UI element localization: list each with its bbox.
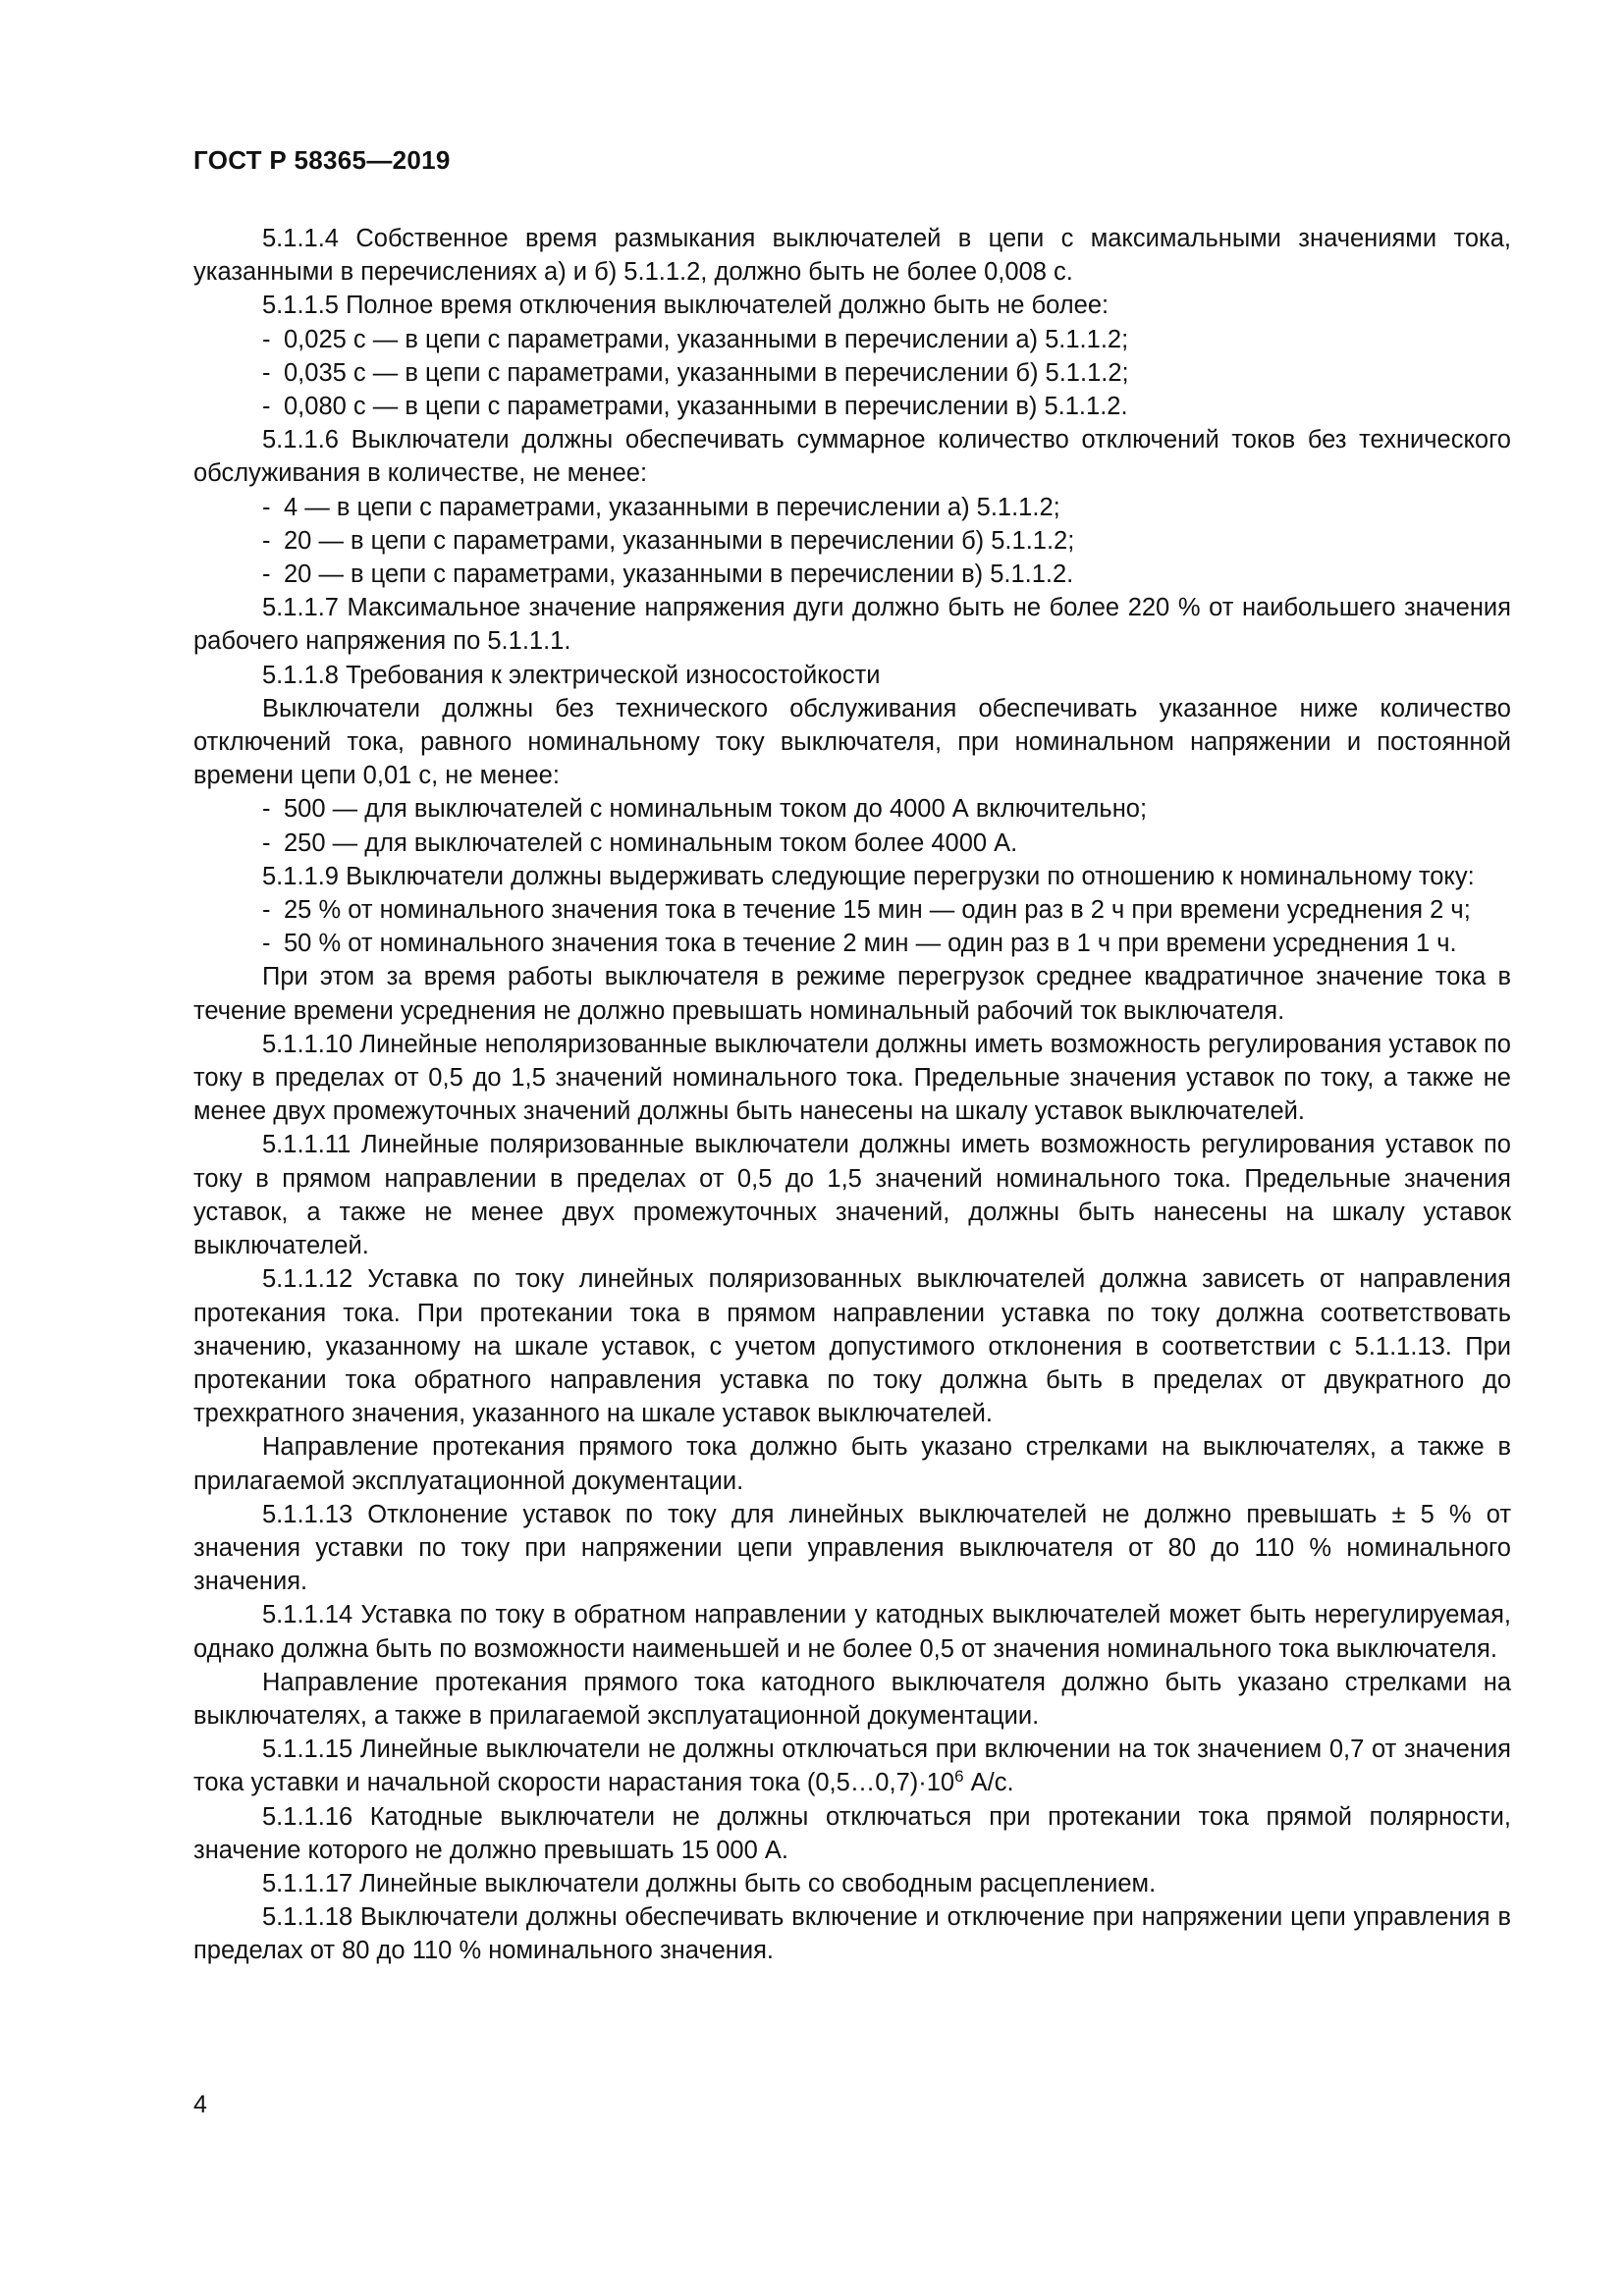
- list-dash: -: [262, 325, 271, 353]
- list-dash: -: [262, 493, 271, 521]
- list-item: - 0,080 с — в цепи с параметрами, указанными в перечислении в) 5.1.1.2.: [193, 390, 1511, 423]
- clause-5-1-1-7: 5.1.1.7 Максимальное значение напряжения дуги должно быть не более 220 % от наибольшего значения рабочего напряжения по 5.1.1.1.: [193, 594, 1511, 656]
- list-item: - 25 % от номинального значения тока в течение 15 мин — один раз в 2 ч при времени усреднения 2 ч;: [193, 893, 1511, 927]
- document-body: [193, 222, 1511, 1968]
- list-item: - 20 — в цепи с параметрами, указанными в перечислении в) 5.1.1.2.: [193, 558, 1511, 591]
- clause-5-1-1-6: 5.1.1.6 Выключатели должны обеспечивать суммарное количество отключений токов без технического обслуживания в количестве, не менее:: [193, 426, 1511, 488]
- list-dash: -: [262, 930, 271, 958]
- page-number: 4: [193, 2091, 207, 2118]
- clause-5-1-1-12: 5.1.1.12 Уставка по току линейных поляризованных выключателей должна зависеть от направления протекания тока. При протекании тока в прямом направлении уставка по току должна соответствовать значению, указанному на шкале уставок, с учетом допустимого отклонения в соответствии с 5.1.1.13. При протекании тока обратного направления уставка по току должна быть в пределах от двукратного до трехкратного значения, указанного на шкале уставок выключателей.: [193, 1265, 1511, 1428]
- clause-5-1-1-14: 5.1.1.14 Уставка по току в обратном направлении у катодных выключателей может быть нерегулируемая, однако должна быть по возможности наименьшей и не более 0,5 от значения номинального тока выключателя.: [193, 1601, 1511, 1663]
- list-dash: -: [262, 896, 271, 925]
- list-dash: -: [262, 828, 271, 857]
- list-item: - 0,035 с — в цепи с параметрами, указанными в перечислении б) 5.1.1.2;: [193, 356, 1511, 390]
- clause-5-1-1-13: 5.1.1.13 Отклонение уставок по току для линейных выключателей не должно превышать ± 5 % от значения уставки по току при напряжении цепи управления выключателя от 80 до 110 % номинального значения.: [193, 1500, 1511, 1596]
- document-header-code: ГОСТ Р 58365—2019: [193, 145, 451, 175]
- clause-5-1-1-9: 5.1.1.9 Выключатели должны выдерживать следующие перегрузки по отношению к номинальному току:: [262, 862, 1475, 890]
- clause-5-1-1-18: 5.1.1.18 Выключатели должны обеспечивать включение и отключение при напряжении цепи управления в пределах от 80 до 110 % номинального значения.: [193, 1903, 1511, 1965]
- clause-5-1-1-12-text: Направление протекания прямого тока должно быть указано стрелками на выключателях, а также в прилагаемой эксплуатационной документации.: [193, 1433, 1511, 1495]
- clause-5-1-1-16: 5.1.1.16 Катодные выключатели не должны отключаться при протекании тока прямой полярности, значение которого не должно превышать 15 000 А.: [193, 1802, 1511, 1864]
- list-dash: -: [262, 561, 271, 589]
- list-dash: -: [262, 358, 271, 387]
- clause-5-1-1-8-text: Выключатели должны без технического обслуживания обеспечивать указанное ниже количество отключений тока, равного номинальному току выключателя, при номинальном напряжении и постоянной времени цепи 0,01 с, не менее:: [193, 694, 1511, 790]
- list-dash: -: [262, 526, 271, 555]
- clause-5-1-1-11: 5.1.1.11 Линейные поляризованные выключатели должны иметь возможность регулирования уставок по току в прямом направлении в пределах от 0,5 до 1,5 значений номинального тока. Предельные значения уставок, а также не менее двух промежуточных значений, должны быть нанесены на шкалу уставок выключателей.: [193, 1131, 1511, 1260]
- clause-5-1-1-4: 5.1.1.4 Собственное время размыкания выключателей в цепи с максимальными значениями тока, указанными в перечислениях а) и б) 5.1.1.2, должно быть не более 0,008 с.: [193, 225, 1511, 287]
- list-item: - 500 — для выключателей с номинальным током до 4000 А включительно;: [193, 792, 1511, 826]
- clause-5-1-1-10: 5.1.1.10 Линейные неполяризованные выключатели должны иметь возможность регулирования уставок по току в пределах от 0,5 до 1,5 значений номинального тока. Предельные значения уставок по току, а также не менее двух промежуточных значений должны быть нанесены на шкалу уставок выключателей.: [193, 1030, 1511, 1126]
- clause-5-1-1-9-text: При этом за время работы выключателя в режиме перегрузок среднее квадратичное значение тока в течение времени усреднения не должно превышать номинальный рабочий ток выключателя.: [193, 963, 1511, 1025]
- list-dash: -: [262, 393, 271, 421]
- list-dash: -: [262, 795, 271, 824]
- clause-5-1-1-14-text: Направление протекания прямого тока катодного выключателя должно быть указано стрелками на выключателях, а также в прилагаемой эксплуатационной документации.: [193, 1668, 1511, 1730]
- list-item: - 50 % от номинального значения тока в течение 2 мин — один раз в 1 ч при времени усреднения 1 ч.: [193, 927, 1511, 960]
- list-item: - 0,025 с — в цепи с параметрами, указанными в перечислении а) 5.1.1.2;: [193, 323, 1511, 356]
- list-item: - 4 — в цепи с параметрами, указанными в перечислении а) 5.1.1.2;: [193, 491, 1511, 524]
- clause-5-1-1-5: 5.1.1.5 Полное время отключения выключателей должно быть не более:: [262, 292, 1110, 320]
- clause-5-1-1-8: 5.1.1.8 Требования к электрической износостойкости: [262, 661, 881, 689]
- clause-5-1-1-17: 5.1.1.17 Линейные выключатели должны быть со свободным расцеплением.: [262, 1869, 1157, 1897]
- clause-5-1-1-15: 5.1.1.15 Линейные выключатели не должны отключаться при включении на ток значением 0,7 от значения тока уставки и начальной скорости нарастания тока $(0,5\dots 0,7)\cdot 10^6$ А/с.: [193, 1735, 1511, 1797]
- list-item: - 20 — в цепи с параметрами, указанными в перечислении б) 5.1.1.2;: [193, 524, 1511, 558]
- list-item: - 250 — для выключателей с номинальным током более 4000 А.: [193, 827, 1511, 860]
- exponent: 6: [954, 1767, 964, 1787]
